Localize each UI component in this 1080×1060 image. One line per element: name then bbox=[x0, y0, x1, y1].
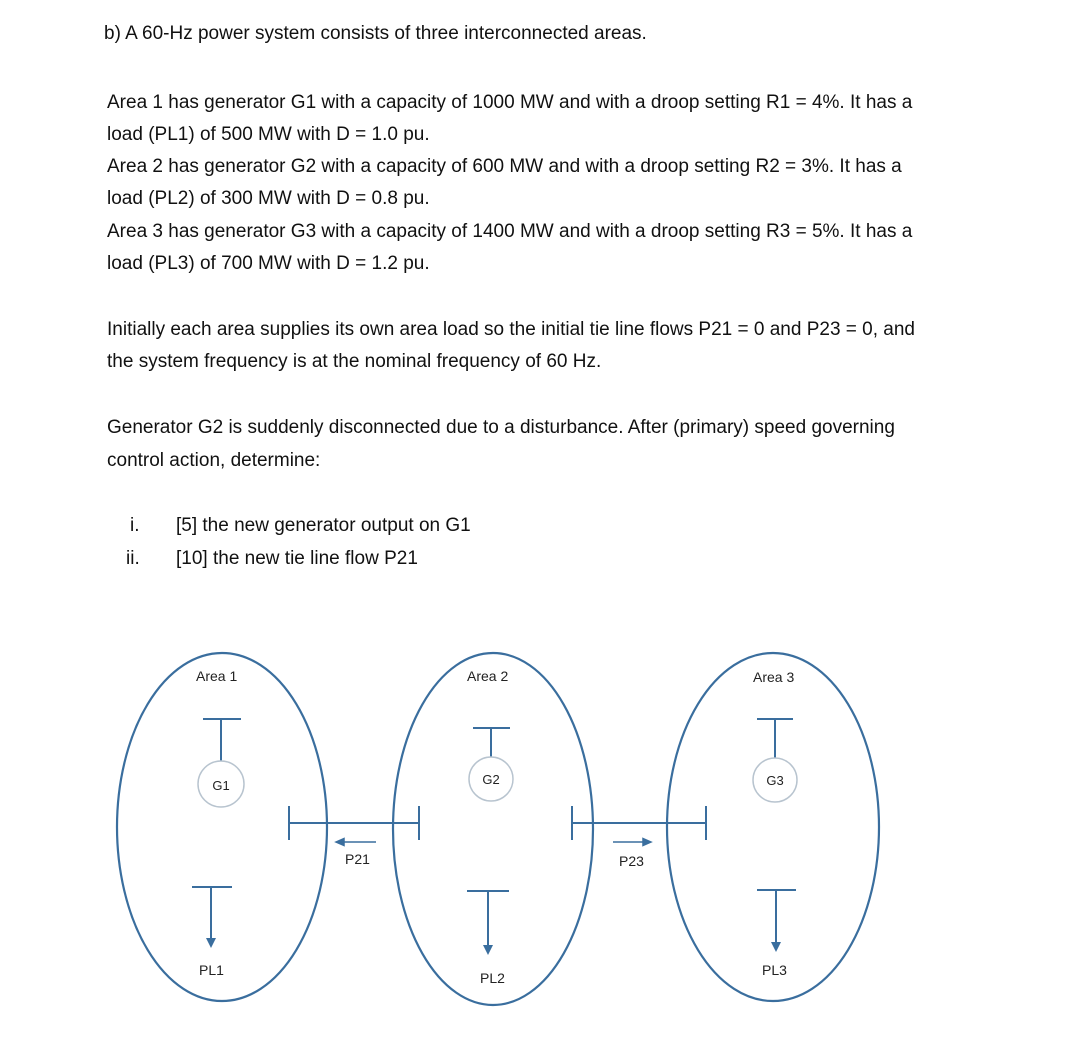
question-marks: [5] bbox=[176, 515, 198, 536]
pl3-label: PL3 bbox=[762, 962, 787, 978]
area2-description-line1: Area 2 has generator G2 with a capacity of 600 MW and with a droop setting R2 = 3%. It has a bbox=[107, 156, 902, 177]
area3-description-line2: load (PL3) of 700 MW with D = 1.2 pu. bbox=[107, 253, 430, 274]
disturbance-line2: control action, determine: bbox=[107, 450, 321, 471]
area3-description-line1: Area 3 has generator G3 with a capacity of 1400 MW and with a droop setting R3 = 5%. It has a bbox=[107, 221, 913, 242]
area1-boundary bbox=[117, 653, 327, 1001]
initial-condition-line1: Initially each area supplies its own area load so the initial tie line flows P21 = 0 and P23 = 0, and bbox=[107, 319, 916, 340]
initial-condition-line2: the system frequency is at the nominal frequency of 60 Hz. bbox=[107, 351, 602, 372]
area2-description-line2: load (PL2) of 300 MW with D = 0.8 pu. bbox=[107, 188, 430, 209]
area1-label: Area 1 bbox=[196, 668, 238, 684]
pl1-label: PL1 bbox=[199, 962, 224, 978]
question-marks: [10] bbox=[176, 548, 208, 569]
area2-boundary bbox=[393, 653, 593, 1005]
question-body: the new tie line flow P21 bbox=[207, 548, 418, 569]
g1-label: G1 bbox=[212, 778, 230, 793]
disturbance-line1: Generator G2 is suddenly disconnected due to a disturbance. After (primary) speed governing bbox=[107, 417, 895, 438]
p23-arrow-icon bbox=[643, 839, 651, 846]
question-number: i. bbox=[130, 515, 140, 536]
area1-description-line1: Area 1 has generator G1 with a capacity of 1000 MW and with a droop setting R1 = 4%. It has a bbox=[107, 92, 913, 113]
pl2-arrow-icon bbox=[483, 945, 493, 955]
pl1-arrow-icon bbox=[206, 938, 216, 948]
question-body: the new generator output on G1 bbox=[197, 515, 471, 536]
area1-description-line2: load (PL1) of 500 MW with D = 1.0 pu. bbox=[107, 124, 430, 145]
area3-boundary bbox=[667, 653, 879, 1001]
p21-arrow-icon bbox=[336, 839, 344, 846]
question-number: ii. bbox=[126, 548, 140, 569]
area2-label: Area 2 bbox=[467, 668, 509, 684]
problem-heading: b) A 60-Hz power system consists of three interconnected areas. bbox=[104, 23, 647, 44]
pl2-label: PL2 bbox=[480, 970, 505, 986]
pl3-arrow-icon bbox=[771, 942, 781, 952]
p21-label: P21 bbox=[345, 851, 370, 867]
g2-label: G2 bbox=[482, 772, 500, 787]
g3-label: G3 bbox=[766, 773, 784, 788]
area3-label: Area 3 bbox=[753, 669, 795, 685]
p23-label: P23 bbox=[619, 853, 644, 869]
